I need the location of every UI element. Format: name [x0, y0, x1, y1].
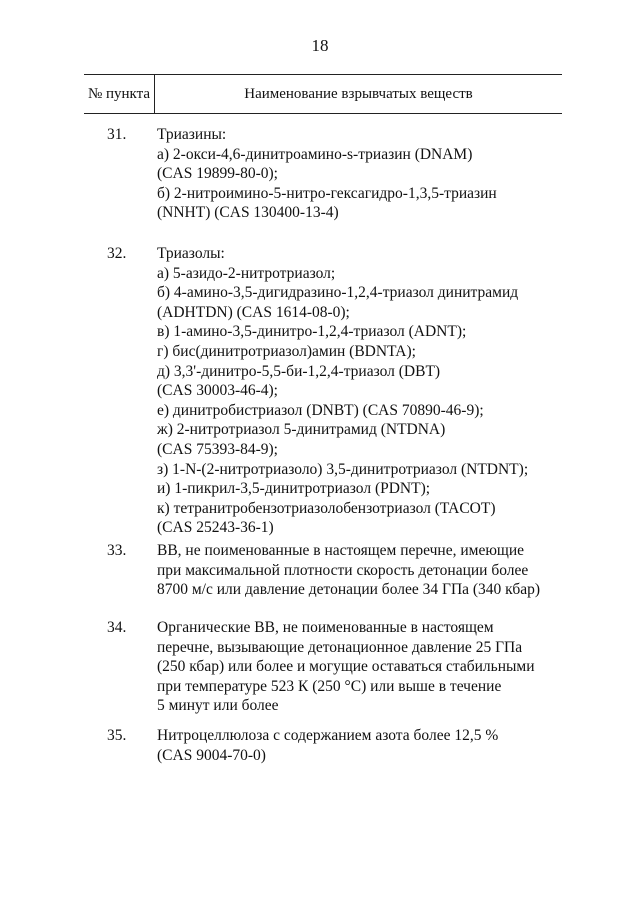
item-text	[157, 125, 577, 223]
item-text	[157, 244, 577, 538]
item-number: 34.	[107, 619, 127, 636]
item-text-line: (250 кбар) или более и могущие оставаться стабильными	[157, 658, 535, 676]
item-number: 31.	[107, 126, 127, 143]
item-text-line: Триазины:	[157, 126, 227, 143]
item-text-line: (CAS 30003-46-4);	[157, 382, 278, 400]
item-number: 32.	[107, 245, 127, 262]
item-text	[157, 541, 577, 600]
item-text-line: в) 1-амино-3,5-динитро-1,2,4-триазол (ADNT);	[157, 323, 467, 341]
item-text-line: к) тетранитробензотриазолобензотриазол (TACOT)	[157, 499, 496, 517]
item-text-line: е) динитробистриазол (DNBT) (CAS 70890-46-9);	[157, 401, 484, 419]
item-text-line: Триазолы:	[157, 245, 225, 262]
item-text	[157, 726, 577, 765]
item-text-line: ВВ, не поименованные в настоящем перечне, имеющие	[157, 542, 525, 559]
item-text-line: и) 1-пикрил-3,5-динитротриазол (PDNT);	[157, 480, 431, 498]
header-substance-name: Наименование взрывчатых веществ	[244, 85, 473, 102]
item-text-line: Органические ВВ, не поименованные в настоящем	[157, 619, 494, 636]
item-text-line: (CAS 25243-36-1)	[157, 519, 274, 537]
item-text-line: а) 5-азидо-2-нитротриазол;	[157, 264, 336, 282]
item-text-line: перечне, вызывающие детонационное давление 25 ГПа	[157, 638, 523, 656]
item-text-line: а) 2-окси-4,6-динитроамино-s-триазин (DNAM)	[157, 145, 473, 163]
item-text-line: (CAS 75393-84-9);	[157, 440, 278, 458]
table-header	[84, 74, 562, 114]
item-text-line: при температуре 523 К (250 °С) или выше в течение	[157, 677, 502, 695]
item-text-line: б) 2-нитроимино-5-нитро-гексагидро-1,3,5-триазин	[157, 184, 497, 202]
item-text-line: при максимальной плотности скорость детонации более	[157, 561, 529, 579]
item-text-line: (CAS 19899-80-0);	[157, 165, 278, 183]
item-text	[157, 618, 577, 716]
item-text-line: Нитроцеллюлоза с содержанием азота более 12,5 %	[157, 727, 499, 744]
item-text-line: (CAS 9004-70-0)	[157, 746, 266, 764]
item-number: 35.	[107, 727, 127, 744]
item-text-line: б) 4-амино-3,5-дигидразино-1,2,4-триазол динитрамид	[157, 284, 519, 302]
item-text-line: (ADHTDN) (CAS 1614-08-0);	[157, 303, 350, 321]
item-text-line: 8700 м/с или давление детонации более 34 ГПа (340 кбар)	[157, 581, 540, 599]
item-text-line: ж) 2-нитротриазол 5-динитрамид (NTDNA)	[157, 421, 446, 439]
item-number: 33.	[107, 542, 127, 559]
item-text-line: г) бис(динитротриазол)амин (BDNTA);	[157, 342, 416, 360]
item-text-line: д) 3,3'-динитро-5,5-би-1,2,4-триазол (DBT)	[157, 362, 441, 380]
item-text-line: (NNHT) (CAS 130400-13-4)	[157, 204, 339, 222]
page-number: 18	[311, 36, 329, 55]
item-text-line: 5 минут или более	[157, 697, 279, 715]
item-text-line: з) 1-N-(2-нитротриазоло) 3,5-динитротриазол (NTDNT);	[157, 460, 529, 478]
header-item-number: № пункта	[84, 75, 155, 113]
